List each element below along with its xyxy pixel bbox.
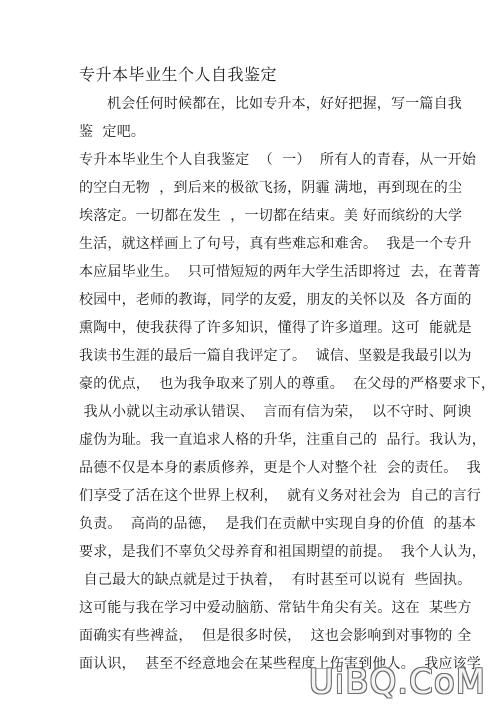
document-title: 专升本毕业生个人自我鉴定 bbox=[79, 65, 278, 84]
text-line-13: 虚伪为耻。我一直追求人格的升华，注重自己的 品行。我认为， bbox=[79, 432, 486, 448]
text-line-3: 专升本毕业生个人自我鉴定 （ 一） 所有人的青春，从一开始 bbox=[79, 152, 477, 168]
watermark-logo: UiBQ.CoM bbox=[308, 662, 486, 702]
text-line-9: 熏陶中，使我获得了许多知识，懂得了许多道理。这可 能就是 bbox=[79, 320, 472, 336]
text-line-4: 的空白无物 ，到后来的极欲飞扬，阴霾 满地，再到现在的尘 bbox=[79, 180, 463, 196]
text-line-7: 本应届毕业生。 只可惜短短的两年大学生活即将过 去，在菁菁 bbox=[79, 264, 481, 280]
text-line-21: 面认识， 甚至不经意地会在某些程度上伤害到他人。 我应该学 bbox=[79, 656, 481, 672]
text-line-14: 品德不仅是本身的素质修养，更是个人对整个社 会的责任。 我 bbox=[79, 460, 481, 476]
text-line-5: 埃落定。一切都在发生 ，一切都在结束。美 好而缤纷的大学 bbox=[79, 208, 463, 224]
text-line-8: 校园中，老师的教诲，同学的友爱，朋友的关怀以及 各方面的 bbox=[79, 292, 472, 308]
text-line-15: 们享受了活在这个世界上权利， 就有义务对社会为 自己的言行 bbox=[79, 488, 481, 504]
text-line-1: 机会任何时候都在，比如专升本，好好把握，写一篇自我 bbox=[107, 96, 462, 112]
text-line-2: 鉴 定吧。 bbox=[79, 124, 146, 140]
text-line-6: 生活，就这样画上了句号，真有些难忘和难舍。 我是一个专升 bbox=[79, 236, 472, 252]
text-line-12: 我从小就以主动承认错误、 言而有信为荣， 以不守时、阿谀 bbox=[79, 404, 472, 420]
text-line-18: 自己最大的缺点就是过于执着， 有时甚至可以说有 些固执。 bbox=[79, 572, 472, 588]
text-line-11: 豪的优点， 也为我争取来了别人的尊重。 在父母的严格要求下， bbox=[79, 376, 496, 392]
text-line-16: 负责。 高尚的品德， 是我们在贡献中实现自身的价值 的基本 bbox=[79, 516, 477, 532]
text-line-19: 这可能与我在学习中爱动脑筋、常钻牛角尖有关。这在 某些方 bbox=[79, 600, 472, 616]
text-line-20: 面确实有些裨益， 但是很多时侯， 这也会影响到对事物的 全 bbox=[79, 628, 472, 644]
text-line-17: 要求，是我们不辜负父母养育和祖国期望的前提。 我个人认为， bbox=[79, 544, 486, 560]
text-line-10: 我读书生涯的最后一篇自我评定了。 诚信、坚毅是我最引以为 bbox=[79, 348, 472, 364]
